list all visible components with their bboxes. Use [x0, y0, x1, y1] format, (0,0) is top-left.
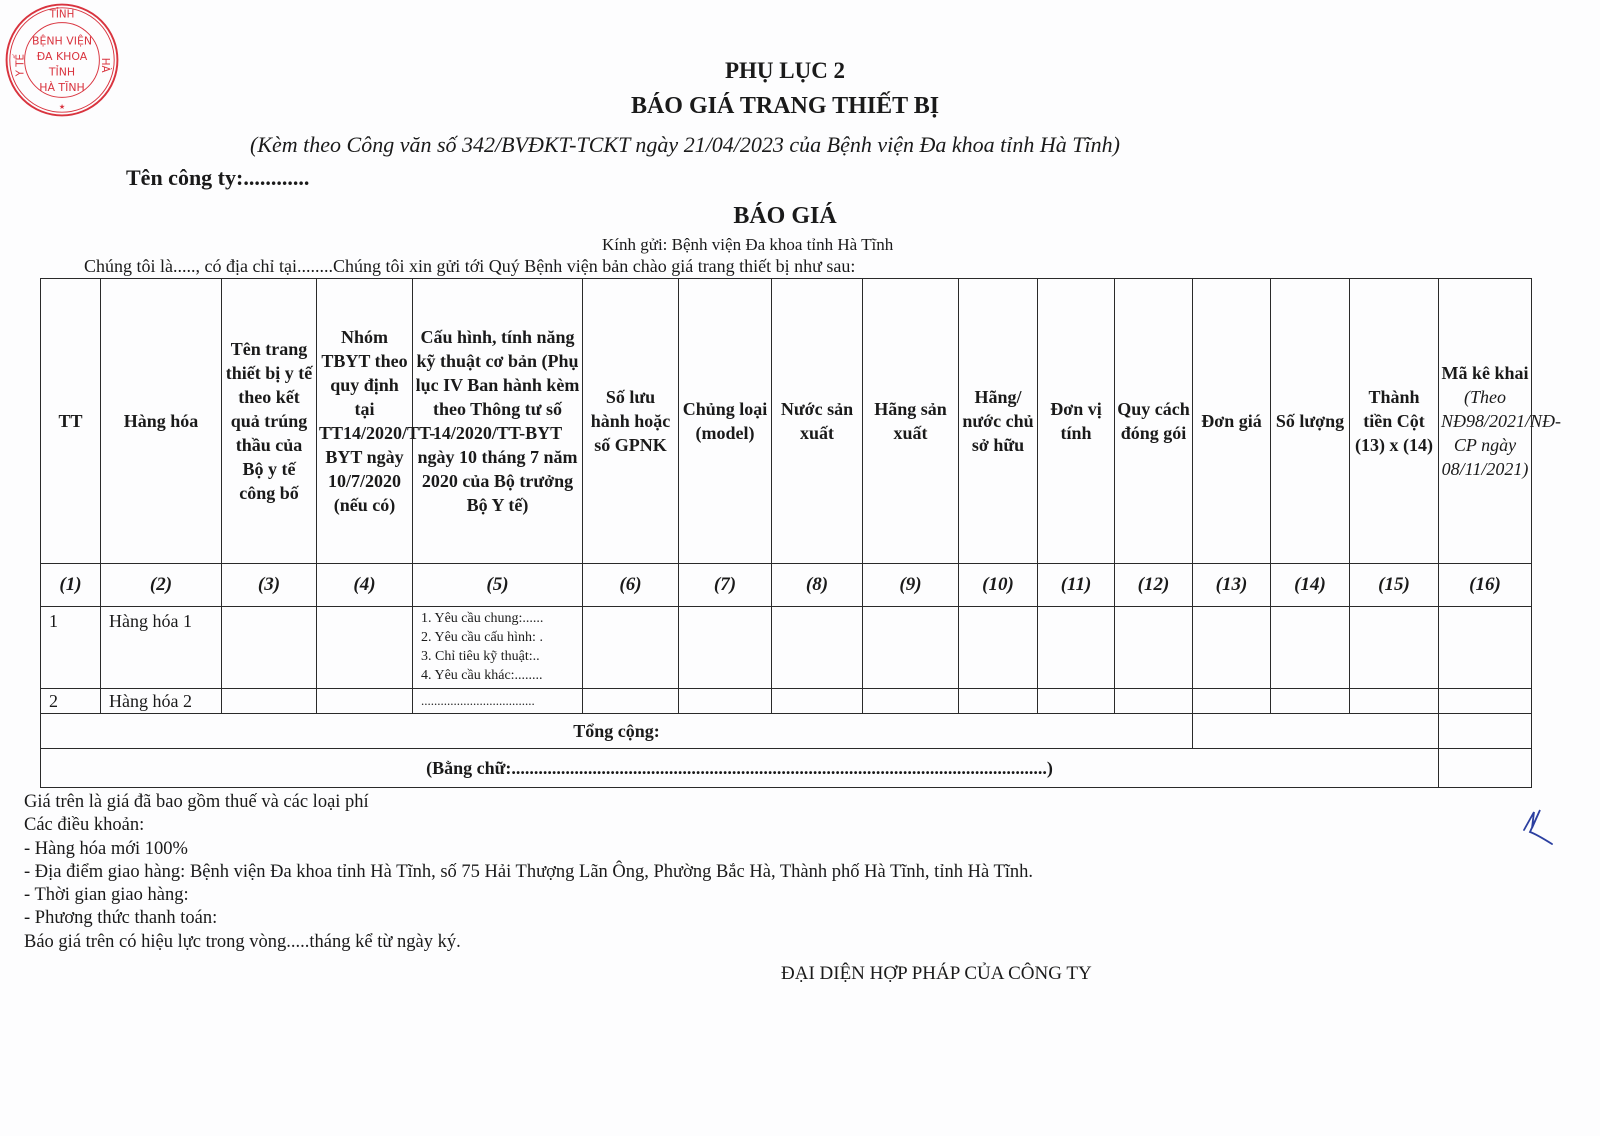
row-spec [413, 607, 583, 689]
intro-paragraph: Chúng tôi là....., có địa chỉ tại........Chúng tôi xin gửi tới Quý Bệnh viện bản chào giá trang thiết bị như sau: [84, 256, 856, 276]
table-header-row [41, 279, 1532, 564]
in-words-label: (Bằng chữ:.......................................................................................................................) [41, 749, 1439, 788]
row-cell-empty [863, 607, 959, 689]
row-cell-empty [1350, 607, 1439, 689]
total-amount-cell [1193, 714, 1439, 749]
total-row [41, 714, 1532, 749]
stamp-line-2: ĐA KHOA [36, 50, 88, 63]
col-num: (15) [1350, 564, 1439, 607]
total-label: Tổng cộng: [41, 714, 1193, 749]
row-cell-empty [222, 607, 317, 689]
legal-representative-label: ĐẠI DIỆN HỢP PHÁP CỦA CÔNG TY [781, 963, 1092, 984]
col-header-goods: Hàng hóa [101, 279, 222, 564]
row-cell-empty [317, 689, 413, 714]
row-cell-empty [959, 607, 1038, 689]
row-cell-empty [1271, 689, 1350, 714]
stamp-outer-right: HÀ [98, 57, 111, 73]
col-num: (16) [1439, 564, 1532, 607]
terms-line-delivery-time: - Thời gian giao hàng: [24, 885, 189, 906]
terms-line-payment: - Phương thức thanh toán: [24, 908, 218, 929]
row-cell-empty [772, 689, 863, 714]
row-cell-empty [1193, 607, 1271, 689]
recipient-line: Kính gửi: Bệnh viện Đa khoa tỉnh Hà Tĩnh [602, 235, 894, 254]
stamp-line-4: HÀ TĨNH [39, 80, 85, 94]
row-cell-empty [772, 607, 863, 689]
col-header-unit-price: Đơn giá [1193, 279, 1271, 564]
col-num: (8) [772, 564, 863, 607]
row-cell-empty [1115, 607, 1193, 689]
row-cell-empty [1115, 689, 1193, 714]
row-cell-empty [959, 689, 1038, 714]
row-cell-empty [1038, 607, 1115, 689]
in-words-declaration-cell [1439, 749, 1532, 788]
row-tt: 2 [41, 689, 101, 714]
appendix-title: PHỤ LỤC 2 [724, 58, 846, 83]
col-num: (3) [222, 564, 317, 607]
terms-line-validity: Báo giá trên có hiệu lực trong vòng.....tháng kể từ ngày ký. [24, 931, 461, 952]
col-header-declaration-code [1439, 279, 1562, 564]
stamp-outer-left: Y TẾ [14, 53, 27, 77]
company-name-field: Tên công ty:............ [126, 165, 310, 190]
quote-title: BÁO GIÁ [733, 203, 837, 229]
spec-line: 3. Chỉ tiêu kỹ thuật:.. [421, 649, 540, 664]
row-goods-name: Hàng hóa 2 [101, 689, 222, 714]
row-cell-empty [1271, 607, 1350, 689]
col-header-device-group: Nhóm TBYT theo quy định tại TT14/2020/TT-BYT ngày 10/7/2020 (nếu có) [317, 279, 413, 564]
row-cell-empty [1038, 689, 1115, 714]
col-header-manufacturer: Hãng sản xuất [863, 279, 959, 564]
terms-line-delivery-place: - Địa điểm giao hàng: Bệnh viện Đa khoa tỉnh Hà Tĩnh, số 75 Hải Thượng Lãn Ông, Phường Bắc Hà, Thành phố Hà Tĩnh, tỉnh Hà Tĩnh. [24, 861, 1034, 882]
row-spec-placeholder: ................................... [413, 689, 583, 714]
declaration-code-label: Mã kê khai [1441, 363, 1529, 383]
stamp-line-1: BỆNH VIỆN [31, 34, 93, 48]
col-num: (13) [1193, 564, 1271, 607]
declaration-code-note: (Theo NĐ98/2021/NĐ-CP ngày 08/11/2021) [1441, 387, 1562, 479]
stamp-outer-top: TỈNH [49, 8, 75, 21]
col-num: (5) [413, 564, 583, 607]
row-cell-empty [317, 607, 413, 689]
col-header-country: Nước sản xuất [772, 279, 863, 564]
document-title: BÁO GIÁ TRANG THIẾT BỊ [630, 93, 940, 119]
col-header-tt: TT [41, 279, 101, 564]
row-cell-empty [583, 689, 679, 714]
table-row [41, 607, 1532, 689]
initial-signature-icon [1518, 808, 1558, 848]
in-words-row [41, 749, 1532, 788]
terms-line-new-goods: - Hàng hóa mới 100% [24, 838, 188, 859]
column-number-row [41, 564, 1532, 607]
col-header-quantity: Số lượng [1271, 279, 1350, 564]
col-header-amount: Thành tiền Cột (13) x (14) [1350, 279, 1439, 564]
col-num: (6) [583, 564, 679, 607]
row-tt: 1 [41, 607, 101, 689]
row-cell-empty [583, 607, 679, 689]
row-cell-empty [1439, 607, 1532, 689]
col-num: (1) [41, 564, 101, 607]
col-header-owner: Hãng/ nước chủ sở hữu [959, 279, 1038, 564]
row-cell-empty [679, 607, 772, 689]
col-num: (14) [1271, 564, 1350, 607]
col-header-model: Chủng loại (model) [679, 279, 772, 564]
col-num: (10) [959, 564, 1038, 607]
col-num: (4) [317, 564, 413, 607]
table-row [41, 689, 1532, 714]
col-num: (7) [679, 564, 772, 607]
quote-table [40, 278, 1562, 788]
stamp-line-3: TỈNH [48, 65, 76, 79]
terms-heading: Các điều khoản: [24, 815, 145, 836]
row-cell-empty [1350, 689, 1439, 714]
total-declaration-cell [1439, 714, 1532, 749]
col-num: (2) [101, 564, 222, 607]
document-subtitle: (Kèm theo Công văn số 342/BVĐKT-TCKT ngày 21/04/2023 của Bệnh viện Đa khoa tỉnh Hà Tĩnh) [250, 132, 1120, 157]
col-num: (9) [863, 564, 959, 607]
terms-section [24, 791, 1033, 954]
col-header-unit: Đơn vị tính [1038, 279, 1115, 564]
col-header-packaging: Quy cách đóng gói [1115, 279, 1193, 564]
row-goods-name: Hàng hóa 1 [101, 607, 222, 689]
spec-line: 4. Yêu cầu khác:........ [421, 668, 543, 683]
col-header-registration-no: Số lưu hành hoặc số GPNK [583, 279, 679, 564]
row-cell-empty [863, 689, 959, 714]
spec-line: 2. Yêu cầu cấu hình: . [421, 630, 543, 645]
stamp-star-icon: ★ [58, 101, 66, 111]
spec-line: 1. Yêu cầu chung:...... [421, 611, 544, 626]
row-cell-empty [1439, 689, 1532, 714]
col-header-configuration: Cấu hình, tính năng kỹ thuật cơ bản (Phụ lục IV Ban hành kèm theo Thông tư số 14/2020/TT-BYT ngày 10 tháng 7 năm 2020 của Bộ trưởng Bộ Y tế) [413, 279, 583, 564]
row-cell-empty [1193, 689, 1271, 714]
col-header-device-name: Tên trang thiết bị y tế theo kết quả trúng thầu của Bộ y tế công bố [222, 279, 317, 564]
terms-line-tax: Giá trên là giá đã bao gồm thuế và các loại phí [24, 792, 369, 812]
row-cell-empty [679, 689, 772, 714]
col-num: (11) [1038, 564, 1115, 607]
row-cell-empty [222, 689, 317, 714]
col-num: (12) [1115, 564, 1193, 607]
